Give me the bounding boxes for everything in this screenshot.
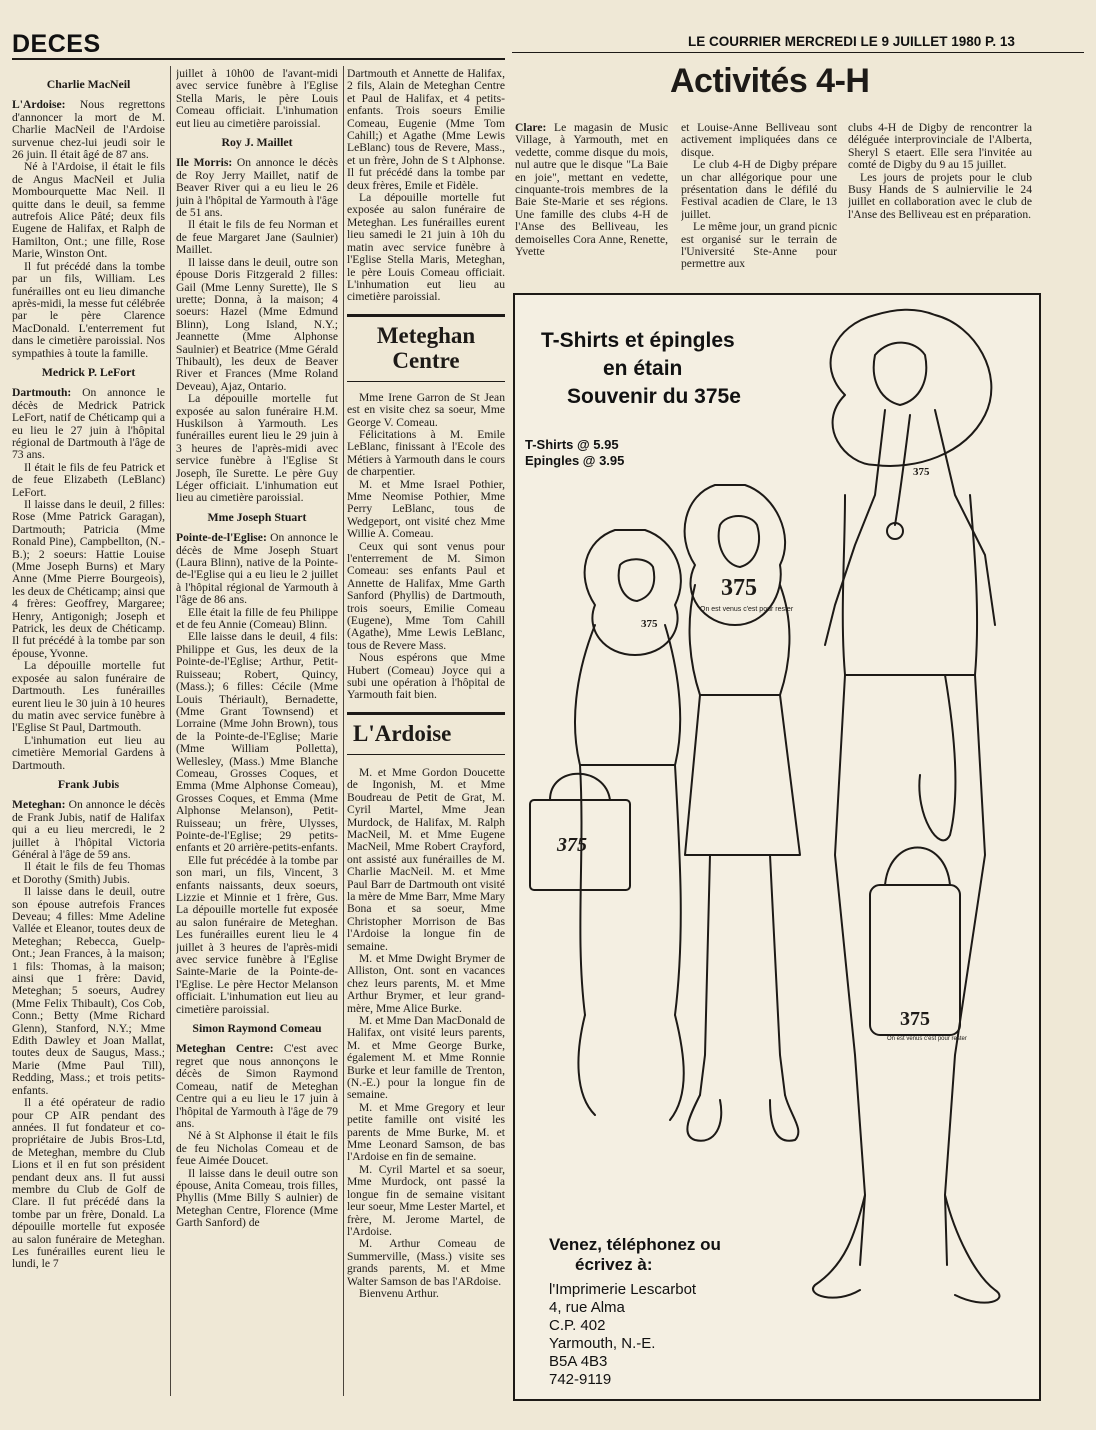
paragraph: Nous regrettons d'annoncer la mort de M. Charlie MacNeil de l'Ardoise survenue chez-lui jeudi soir le 26 juin. Il était âgé de 87 ans. xyxy=(12,98,165,162)
right-bag-tagline: On est venus c'est pour rester xyxy=(887,1036,967,1042)
paragraph: M. et Mme Gordon Doucette de Ingonish, M. et Mme Boudreau de Petit de Grat, M. Cyril Martel, Mme Jean Murdock, de Halifax, M. Ralph MacNeil, M. et Mme Eugene MacNeil, Mme Robert Crayford, ont assisté aux funérailles de M. Charlie MacNeil. M. et Mme Paul Barr de Dartmouth ont visité la mère de Mme Barr, Mme Mary Bona et sa soeur, Mme Christopher Morrison de Bas l'Ardoise la longue fin de semaine. xyxy=(347,765,505,953)
paragraph: C'est avec regret que nous annonçons le décès de Simon Raymond Comeau, natif de Meteghan Centre qui a eu lieu le 17 juin à l'hôpital de Yarmouth à l'âge de 79 ans. xyxy=(176,1042,338,1130)
shirt-emblem-tagline: On est venus c'est pour rester xyxy=(700,606,794,613)
activites-column-1 xyxy=(515,122,668,284)
obituary-heading: Frank Jubis xyxy=(57,776,120,791)
ad-address-line: l'Imprimerie Lescarbot xyxy=(549,1281,697,1298)
community-heading: L'Ardoise xyxy=(353,720,452,746)
paragraph: Il a été opérateur de radio pour CP AIR pendant des années. Il fut fondateur et co-propriétaire de Jubis Bros-Ltd, de Meteghan, membre du Club Lions et il en fut son président pendant deux ans. Il fut aussi membre du Club de Golf de Clare. Il fut précédé dans la tombe par un frère, Donald. La dépouille mortelle fut exposée au salon funéraire de Meteghan. Les funérailles eurent lieu le lundi, le 7 xyxy=(12,1096,165,1271)
activites-column-3 xyxy=(848,122,1032,284)
paragraph: L'inhumation eut lieu au cimetière Memorial Gardens à Dartmouth. xyxy=(12,733,165,772)
obituary-heading: Simon Raymond Comeau xyxy=(192,1021,322,1036)
obituary-heading: Roy J. Maillet xyxy=(221,135,293,150)
paragraph: Nous espérons que Mme Hubert (Comeau) Joyce qui a subi une opération à l'hôpital de Yarmouth fait bien. xyxy=(347,651,505,702)
ad-address-line: Yarmouth, N.-E. xyxy=(549,1335,656,1352)
masthead-rule-right xyxy=(512,52,1084,53)
news-column-3 xyxy=(347,68,505,1400)
paragraph: Elle fut précédée à la tombe par son mari, un fils, Vincent, 3 enfants naissants, deux soeurs, Lizzie et Minnie et 1 frère, Gus. La dépouille mortelle fut exposée au salon funéraire de Meteghan. Les funérailles eurent lieu le 4 juillet à 3 heures de l'après-midi avec service funèbre à l'Eglise Sainte-Marie de la Pointe-de-l'Eglise. Le père Hector Melanson officiait. L'inhumation eut lieu au cimetière paroissial. xyxy=(176,853,338,1016)
paragraph: Il était le fils de feu Norman et de feue Margaret Jane (Saulnier) Maillet. xyxy=(176,218,338,257)
paragraph: Le club 4-H de Digby prépare un char allégorique pour une présentation dans le défilé du Festival acadien de Clare, le 13 juillet. xyxy=(681,158,837,221)
obituary-column-1 xyxy=(12,72,165,1400)
dateline: Clare: xyxy=(515,122,547,134)
paragraph: Il était le fils de feu Thomas et Dorothy (Smith) Jubis. xyxy=(12,860,165,886)
dateline: Pointe-de-l'Eglise: xyxy=(176,531,267,545)
paragraph: La dépouille mortelle fut exposée au salon funéraire de Meteghan. Les funérailles eurent lieu samedi le 21 juin à 10h du matin avec service funèbre à l'Eglise Stella Maris, Meteghan, le père Louis Comeau officiait. L'inhumation eut lieu au cimetière paroissial. xyxy=(347,191,505,304)
paragraph: Dartmouth et Annette de Halifax, 2 fils, Alain de Meteghan Centre et Paul de Halifax, et 4 petits-enfants. Trois soeurs Emilie Comeau, Eugenie (Mme Tom Cahill;) et Agathe (Mme Lewis LeBlanc) tous de Revere, Mass., et un frère, John de S t Alphonse. Il fut précédé dans la tombe par deux frères, Emile et Fidèle. xyxy=(347,68,505,192)
small-emblem: 375 xyxy=(641,618,658,630)
dateline: Meteghan Centre: xyxy=(176,1042,274,1056)
dateline: L'Ardoise: xyxy=(12,98,66,112)
ad-postal-code: B5A 4B3 xyxy=(549,1353,608,1370)
paragraph: Il était le fils de feu Patrick et de feue Elizabeth (LeBlanc) LeFort. xyxy=(12,460,165,499)
paragraph: Il fut précédé dans la tombe par un fils, William. Les funérailles ont eu lieu dimanche après-midi, la messe fut célébrée par le père Clarence MacDonald. L'enterrement fut dans le cimetière paroissial. Nos sympathies à toute la famille. xyxy=(12,259,165,360)
paragraph: On annonce le décès de Roy Jerry Maillet, natif de Beaver River qui a eu lieu le 26 juin à l'hôpital de Yarmouth à l'âge de 51 ans. xyxy=(176,156,338,220)
paragraph: Il laisse dans le deuil outre son épouse, Anita Comeau, trois filles, Phyllis (Mme Billy S aulnier) de Meteghan Centre, Florence (Mme Garth Sanford) de xyxy=(176,1166,338,1230)
right-bag-emblem: 375 xyxy=(900,1008,930,1030)
paragraph: Le même jour, un grand picnic est organisé sur le terrain de l'Université Ste-Anne pour permettre aux xyxy=(681,220,837,271)
page-folio: LE COURRIER MERCREDI LE 9 JUILLET 1980 P. 13 xyxy=(688,34,1015,49)
price-epingles: Epingles @ 3.95 xyxy=(525,453,625,468)
ad-phone-number: 742-9119 xyxy=(549,1371,612,1388)
obituary-heading: Medrick P. LeFort xyxy=(41,364,136,379)
ardoise-header xyxy=(347,712,505,755)
paragraph: Elle laisse dans le deuil, 4 fils: Philippe et Gus, les deux de la Pointe-de-l'Eglise; Arthur, Petit-Ruisseau; Robert, Quincy, (Mass.); 6 filles: Cécile (Mme Louis Thériault), Bernadette, (Mme Grant Townsend) et Lorraine (Mme John Brown), tous de la Pointe-de-l'Eglise; Marie (Mme William Polletta), Wellesley, (Mass.) Mme Blanche Comeau, Grosses Coques, et Emma (Mme Alphonse Comeau), Grosses Coques, et Emma (Mme Alphonse Melanson), Petit-Ruisseau; un frère, Ulysses, Pointe-de-l'Eglise; 29 petits-enfants et 20 arrière-petits-enfants. xyxy=(176,630,338,855)
obituary-heading: Mme Joseph Stuart xyxy=(207,509,307,524)
ad-address-line: 4, rue Alma xyxy=(549,1299,625,1316)
top-emblem: 375 xyxy=(913,466,930,478)
bag-emblem: 375 xyxy=(557,834,587,856)
paragraph: M. et Mme Dwight Brymer de Alliston, Ont. sont en vacances chez leurs parents, M. et Mme Arthur Brymer, et leur grand-mère, Mme Alice Burke. xyxy=(347,951,505,1015)
paragraph: Elle était la fille de feu Philippe et de feu Annie (Comeau) Blinn. xyxy=(176,605,338,632)
paragraph: On annonce le décès de Frank Jubis, natif de Halifax qui a eu lieu mercredi, le 2 juillet à l'hôpital Victoria Général à l'âge de 59 ans. xyxy=(12,798,165,861)
paragraph: Il laisse dans le deuil, outre son épouse autrefois Frances Deveau; 4 filles: Mme Adeline Vallée et Eleanor, toutes deux de Meteghan; Rebecca, Guelp-Ont.; Jean Frances, à la maison; 1 fils: Thomas, à la maison; ainsi que 1 frère: David, Meteghan; 5 soeurs, Audrey (Mme Felix Thibault), Cos Cob, Conn.; Betty (Mme Richard Glenn), Stanford, N.Y.; Mme Edith Dawley et Joan Mallat, toutes deux de Saugus, Mass.; Marie (Mme Paul Till), Redding, Mass.; et trois petits-enfants. xyxy=(12,885,165,1097)
paragraph: Félicitations à M. Emile LeBlanc, finissant à l'Ecole des Métiers à Yarmouth dans le cours de charpentier. xyxy=(347,427,505,479)
activites-title: Activités 4-H xyxy=(670,62,870,100)
paragraph: Né à l'Ardoise, il était le fils de Angus MacNeil et Julia Mombourquette Mac Neil. Il quitte dans le deuil, sa femme autrefois Alice Pâté; deux fils Eugene de Halifax, et Ralph de Hamilton, Ont.; une fille, Rose Marie, Winston Ont. xyxy=(12,160,165,261)
price-tshirts: T-Shirts @ 5.95 xyxy=(525,437,619,452)
dateline: Dartmouth: xyxy=(12,386,72,400)
souvenir-advertisement xyxy=(513,293,1041,1401)
paragraph: et Louise-Anne Belliveau sont activement impliquées dans ce disque. xyxy=(681,122,837,159)
paragraph: Les jours de projets pour le club Busy Hands de S aulniervilie le 24 juillet en collaboration avec le club de l'Anse des Belliveau est en préparation. xyxy=(848,170,1032,221)
ad-call-to-action-1: Venez, téléphonez ou xyxy=(549,1235,721,1254)
paragraph: La dépouille mortelle fut exposée au salon funéraire H.M. Huskilson à Yarmouth. Les funérailles eurent lieu le 29 juin à 3 heures de l'après-midi avec service funèbre à l'Eglise St Joseph, île Surette. Le père Guy Léger officiait. L'inhumation eut lieu au cimetière paroissial. xyxy=(176,392,338,505)
paragraph: Le magasin de Music Village, à Yarmouth, met en vedette, comme disque du mois, nul autre que le disque "La Baie en joie", mettant en vedette, cinquante-trois membres de la Baie Ste-Marie et ses régions. Une famille des clubs 4-H de l'Anse des Belliveau, les demoiselles Cora Anne, Renette, Yvette xyxy=(515,122,668,259)
paragraph: La dépouille mortelle fut exposée au salon funéraire de Dartmouth. Les funérailles eurent lieu le 30 juin à 10 heures du matin avec service funèbre à l'Eglise St Paul, Dartmouth. xyxy=(12,659,165,735)
paragraph: M. Arthur Comeau de Summerville, (Mass.) visite ses grands parents, M. et Mme Walter Samson de bas l'ARdoise. xyxy=(347,1237,505,1288)
obituary-heading: Charlie MacNeil xyxy=(46,77,131,91)
column-divider xyxy=(170,66,171,1396)
paragraph: Ceux qui sont venus pour l'enterrement de M. Simon Comeau: ses enfants Paul et Annette de Halifax, Mme Garth Sanford (Phyllis) de Dartmouth, trois soeurs, Emilie Comeau (Eugene), Mme Tom Cahill (Agathe), Mme Lewis LeBlanc, tous de Revere Mass. xyxy=(347,539,505,652)
ad-headline-2: en étain xyxy=(603,357,683,380)
community-heading: Meteghan Centre xyxy=(376,322,476,373)
shirt-emblem: 375 xyxy=(721,575,757,601)
column-divider xyxy=(343,66,344,1396)
masthead-rule-left xyxy=(12,58,505,60)
ad-headline-3: Souvenir du 375e xyxy=(567,385,741,408)
dateline: Meteghan: xyxy=(12,798,66,812)
paragraph: Il laisse dans le deuil, outre son épouse Doris Fitzgerald 2 filles: Gail (Mme Lenny Surette), Ile S urette; Donna, à la maison; 4 soeurs: Hazel (Mme Edmund Blinn), Long Island, N.Y.; Jeannette (Mme Alphonse Saulnier) et Beatrice (Mme Gérald Thibault), les deux de Beaver River et Frances (Mme Roland Deveau), Ajaz, Ontario. xyxy=(176,255,338,393)
paragraph: Bienvenu Arthur. xyxy=(359,1286,439,1300)
paragraph: On annonce le décès de Mme Joseph Stuart (Laura Blinn), native de la Pointe-de-l'Eglise qui a eu lieu le 2 juillet à l'hôpital régional de Yarmouth à l'âge de 86 ans. xyxy=(176,531,338,607)
paragraph: M. et Mme Gregory et leur petite famille ont visité les parents de Mme Burke, M. et Mme Leonard Samson, de bas l'Ardoise en fin de semaine. xyxy=(347,1100,505,1164)
paragraph: M. et Mme Dan MacDonald de Halifax, ont visité leurs parents, M. et Mme George Burke, également M. et Mme Ronnie Burke et leur famille de Trenton, (N.-E.) pour la longue fin de semaine. xyxy=(347,1014,505,1102)
section-title: DECES xyxy=(12,30,101,58)
ad-address-line: C.P. 402 xyxy=(549,1317,606,1334)
paragraph: Né à St Alphonse il était le fils de feu Nicholas Comeau et de feue Aimée Doucet. xyxy=(176,1129,338,1168)
dateline: Ile Morris: xyxy=(176,156,233,170)
ad-call-to-action-2: écrivez à: xyxy=(575,1255,653,1274)
obituary-column-2 xyxy=(176,68,338,1400)
paragraph: clubs 4-H de Digby de rencontrer la déléguée interprovinciale de l'Alberta, Sheryl S etaert. Elle sera l'invitée au comté de Digby du 9 au 15 juillet. xyxy=(848,122,1032,172)
paragraph: M. et Mme Israel Pothier, Mme Neomise Pothier, Mme Perry LeBlanc, tous de Wedgeport, ont visité chez Mme Willie A. Comeau. xyxy=(347,477,505,541)
paragraph: Il laisse dans le deuil, 2 filles: Rose (Mme Patrick Garagan), Dartmouth; Patricia (Mme Ronald Pine), Campbellton, (N.-B.); 2 soeurs: Hattie Louise (Mme Joseph Burns) et Mary Anne (Mme Pierre Bourgeois), les deux de Chéticamp; ainsi que 4 frères: Geoffrey, Margaree; Henry, Antigonigh; Joseph et Patrick, les deux de Chéticamp. Il fut précédé à la tombe par son épouse, Yvonne. xyxy=(12,498,165,660)
meteghan-centre-header xyxy=(347,314,505,382)
ad-headline-1: T-Shirts et épingles xyxy=(541,329,735,352)
paragraph: M. Cyril Martel et sa soeur, Mme Murdock, ont passé la longue fin de semaine visitant leur soeur, Mme Lester Martel, et frère, M. Jerome Martel, de l'Ardoise. xyxy=(347,1162,505,1238)
paragraph: Mme Irene Garron de St Jean est en visite chez sa soeur, Mme George V. Comeau. xyxy=(347,390,505,429)
activites-column-2 xyxy=(681,122,837,284)
paragraph: juillet à 10h00 de l'avant-midi avec service funèbre à l'Eglise Stella Maris, le père Louis Comeau officiait. L'inhumation eut lieu au cimetière paroissial. xyxy=(176,68,338,130)
paragraph: On annonce le décès de Medrick Patrick LeFort, natif de Chéticamp qui a eu lieu le 27 juin à l'hôpital régional de Dartmouth à l'âge de 73 ans. xyxy=(12,386,165,462)
